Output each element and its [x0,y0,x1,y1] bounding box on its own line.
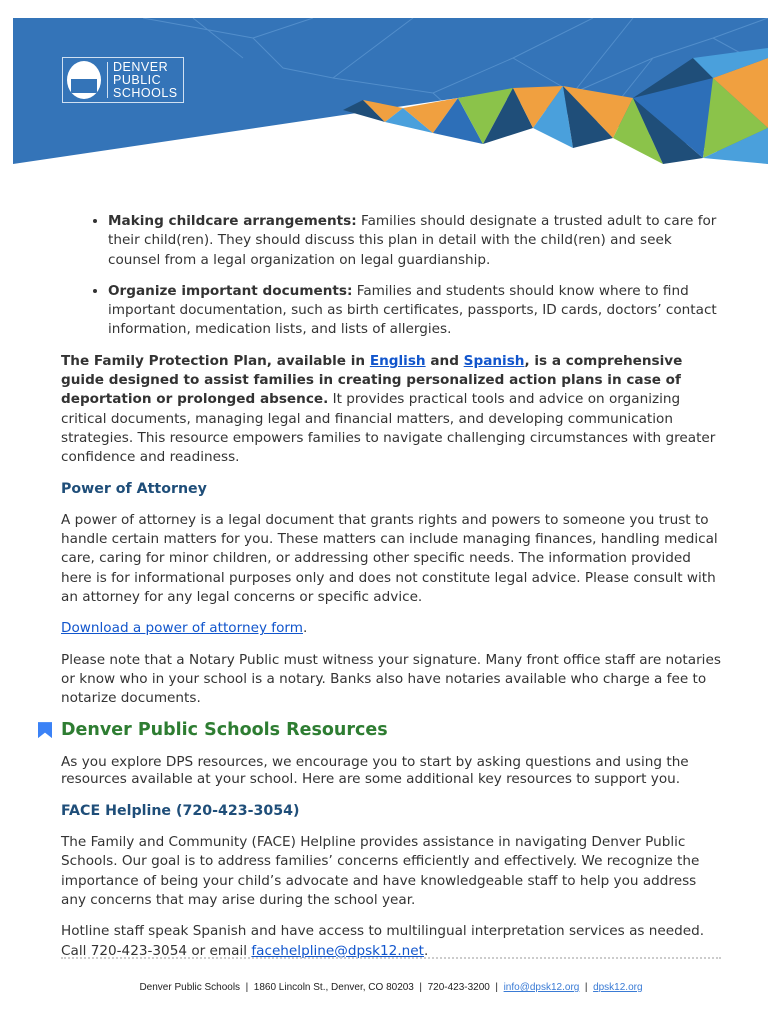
dps-intro-paragraph: As you explore DPS resources, we encourage you to start by asking questions and using the resources available at your school. Here are some additional key resources to support you. [61,753,689,787]
logo-text: DENVER [113,59,169,74]
download-poa-link[interactable]: Download a power of attorney form [61,620,303,637]
website-link[interactable]: dpsk12.org [593,982,643,993]
logo-seal-icon [67,61,101,99]
list-item: • Organize important documents: Families and students should know where to find important documentation, such as birth certificates, passports, ID cards, doctors’ contact information, medication lists, and lists of allergies. [108,282,723,340]
family-protection-plan-paragraph: The Family Protection Plan, available in English and Spanish, is a comprehensive guide designed to assist families in creating personalized action plans in case of deportation or prolonged absence. It provides practical tools and advice on organizing critical documents, managing legal and financial matters, and developing communication strategies. This resource empowers families to navigate challenging circumstances with greater confidence and readiness. [61,352,716,466]
bullet-list [61,212,723,340]
document-body: • Making childcare arrangements: Families should designate a trusted adult to care for their child(ren). They should discuss this plan in detail with the child(ren) and seek counsel from a legal organization on legal guardianship. • Organize important documents: Families and students should know where to find important documentation, such as birth certificates, passports, ID cards, doctors’ contact information, medication lists, and lists of allergies. The Family Protection Plan, available in English and Spanish, is a comprehensive guide designed to assist families in creating personalized action plans in case of deportation or prolonged absence. It provides practical tools and advice on organizing critical documents, managing legal and financial matters, and developing communication strategies. This resource empowers families to navigate challenging circumstances with greater confidence and readiness. Power of Attorney A power of attorney is a legal document that grants rights and powers to someone you trust to handle certain matters for you. These matters can include managing finances, handling medical care, caring for minor children, or addressing other specific needs. The information provided here is for informational purposes only and does not constitute legal advice. Please consult with an attorney for any legal concerns or specific advice. Download a power of attorney form. Please note that a Notary Public must witness your signature. Many front office staff are notaries or know who in your school is a notary. Banks also have notaries available who charge a fee to notarize documents. Denver Public Schools Resources As you explore DPS resources, we encourage you to start by asking questions and using the resources available at your school. Here are some additional key resources to support you. FACE Helpline (720-423-3054) The Family and Community (FACE) Helpline provides assistance in navigating Denver Public Schools. Our goal is to address families’ concerns efficiently and effectively. We recognize the importance of being your child’s advocate and have knowledgeable staff to help you address any concerns that may arise during the school year. Hotline staff speak Spanish and have access to multilingual interpretation services as needed. Call 720-423-3054 or email facehelpline@dpsk12.net. [61,212,723,973]
dps-resources-heading: Denver Public Schools Resources [38,721,723,740]
spanish-link[interactable]: Spanish [463,352,525,369]
face-paragraph: The Family and Community (FACE) Helpline provides assistance in navigating Denver Public Schools. Our goal is to address families’ concerns efficiently and effectively. We recognize the importance of being your child’s advocate and have knowledgeable staff to help you address any concerns that may arise during the school year. [61,834,700,909]
dps-logo [62,57,184,103]
face-helpline-heading: FACE Helpline (720-423-3054) [61,802,300,819]
hotline-paragraph: Hotline staff speak Spanish and have access to multilingual interpretation services as needed. Call 720-423-3054 or email facehelpline@dpsk12.net. [61,923,705,959]
notary-paragraph: Please note that a Notary Public must witness your signature. Many front office staff are notaries or know who in your school is a notary. Banks also have notaries available who charge a fee to notarize documents. [61,651,721,707]
facehelpline-email-link[interactable]: facehelpline@dpsk12.net [251,942,424,959]
footer: Denver Public Schools | 1860 Lincoln St., Denver, CO 80203 | 720-423-3200 | info@dpsk12.org | dpsk12.org [139,982,643,993]
power-of-attorney-heading: Power of Attorney [61,480,207,497]
info-email-link[interactable]: info@dpsk12.org [503,982,580,993]
bookmark-icon [38,722,52,738]
list-item: • Making childcare arrangements: Families should designate a trusted adult to care for their child(ren). They should discuss this plan in detail with the child(ren) and seek counsel from a legal organization on legal guardianship. [108,212,723,270]
logo-text: SCHOOLS [113,85,178,100]
poa-paragraph: A power of attorney is a legal document that grants rights and powers to someone you trust to handle certain matters for you. These matters can include managing finances, handling medical care, caring for minor children, or addressing other specific needs. The information provided here is for informational purposes only and does not constitute legal advice. Please consult with an attorney for any legal concerns or specific advice. [61,511,718,606]
logo-text: PUBLIC [113,72,162,87]
footer-divider [61,957,721,959]
english-link[interactable]: English [369,352,426,369]
